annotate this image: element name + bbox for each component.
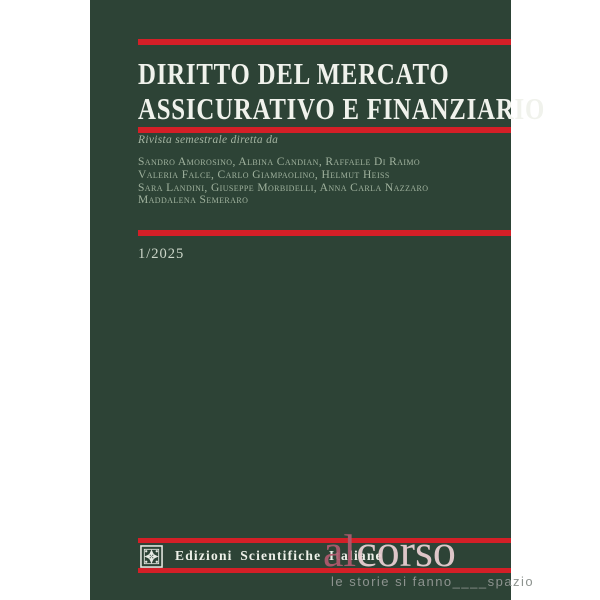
rule-above-issue <box>138 230 511 236</box>
journal-title-line2: ASSICURATIVO E FINANZIARIO <box>138 91 546 126</box>
journal-title <box>138 56 545 126</box>
publisher-name: Edizioni Scientifiche Italiane <box>175 548 383 563</box>
cover-background <box>90 0 546 600</box>
editors-line: Valeria Falce, Carlo Giampaolino, Helmut Heiss <box>138 168 390 181</box>
journal-subtitle: Rivista semestrale diretta da <box>138 134 279 146</box>
journal-title-line1: DIRITTO DEL MERCATO <box>138 56 450 91</box>
watermark-corso: corso <box>356 525 456 576</box>
alcorso-watermark <box>323 525 456 576</box>
rule-under-title <box>138 127 511 133</box>
editors-line: Maddalena Semeraro <box>138 194 249 207</box>
watermark-al: al <box>323 525 357 576</box>
editors-line: Sara Landini, Giuseppe Morbidelli, Anna Carla Nazzaro <box>138 181 429 194</box>
editors-line: Sandro Amorosino, Albina Candian, Raffaele Di Raimo <box>138 156 421 168</box>
esi-logo-icon <box>140 545 163 568</box>
issue-number: 1/2025 <box>138 246 185 262</box>
editors-list <box>138 156 428 207</box>
top-rule <box>138 39 511 45</box>
alcorso-tagline: le storie si fanno____spazio <box>331 574 535 589</box>
